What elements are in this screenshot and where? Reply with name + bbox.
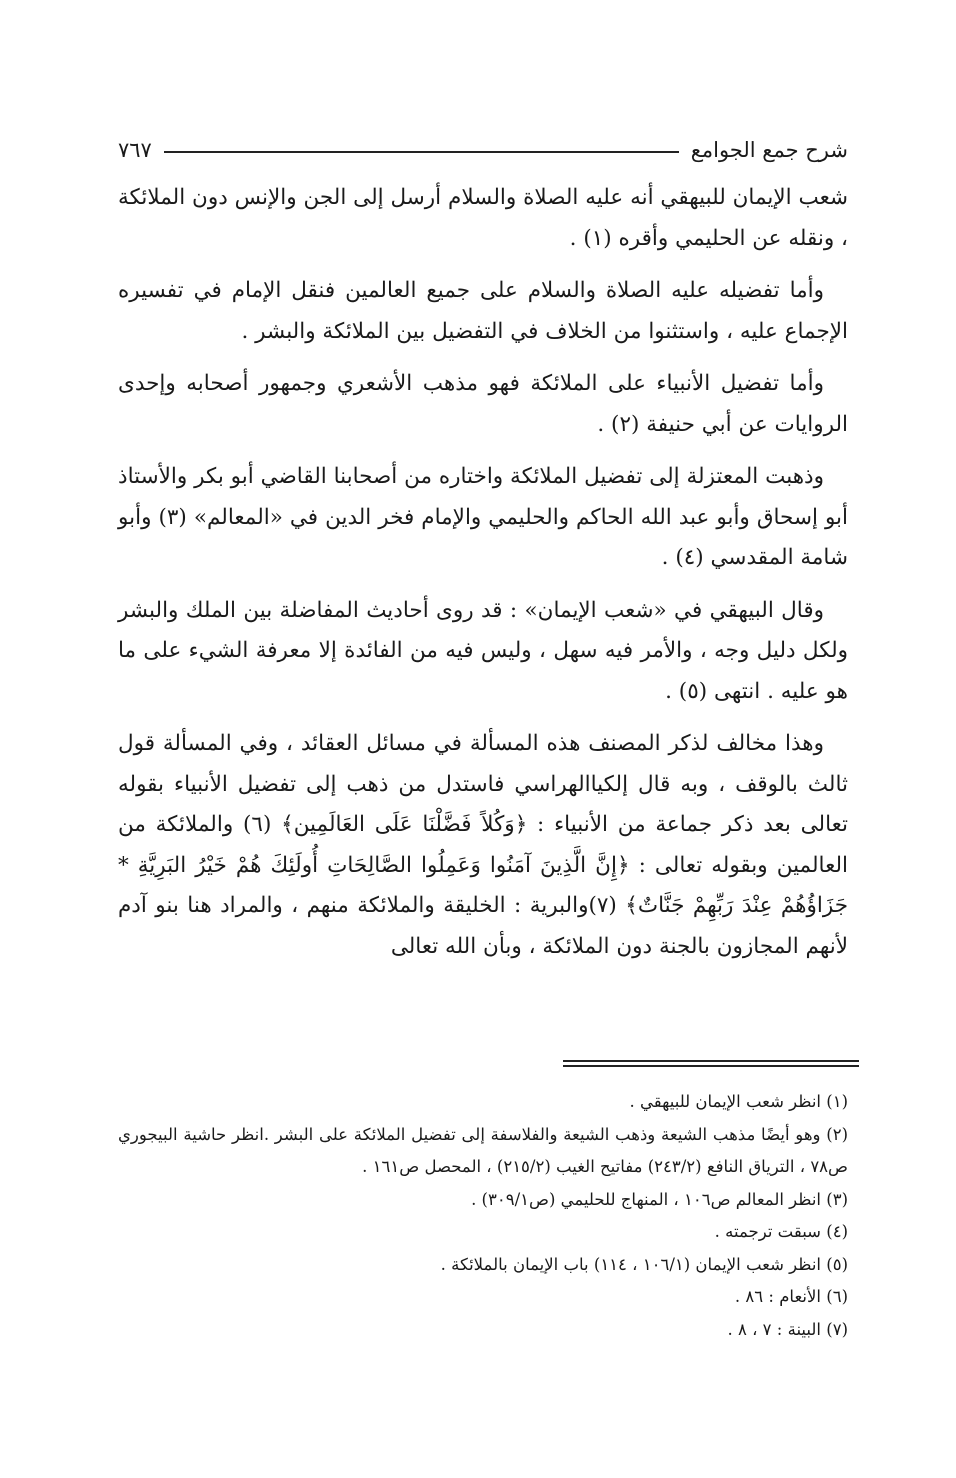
footnote-separator	[563, 1060, 859, 1067]
footnote: (٧) البينة : ٧ ، ٨ .	[727, 1319, 848, 1339]
footnote: (١) انظر شعب الإيمان للبيهقي .	[629, 1092, 848, 1111]
page-number: ٧٦٧	[118, 138, 152, 162]
footnote: (٤) سبقت ترجمته .	[714, 1222, 848, 1241]
book-title: شرح جمع الجوامع	[690, 138, 848, 162]
paragraph: وهذا مخالف لذكر المصنف هذه المسألة في مسائل العقائد ، وفي المسألة قول ثالث بالوقف ، وبه قال إلكياالهراسي فاستدل من ذهب إلى تفضيل الأنبياء بقوله تعالى بعد ذكر جماعة من الأنبياء : ﴿وَكُلاً فَضَّلْنَا عَلَى العَالَمِين﴾ (٦) والملائكة من العالمين وبقوله تعالى : ﴿إِنَّ الَّذِينَ آمَنُوا وَعَمِلُوا الصَّالِحَاتِ أُولَئِكَ هُمْ خَيْرُ البَرِيَّةِ * جَزَاؤُهُمْ عِنْدَ رَبِّهِمْ جَنَّاتٌ﴾ (٧)والبرية : الخليقة والملائكة منهم ، والمراد هنا بنو آدم لأنهم المجازون بالجنة دون الملائكة ، وبأن الله تعالى	[118, 731, 848, 959]
footnote: (٢) وهو أيضًا مذهب الشيعة وذهب الشيعة والفلاسفة إلى تفضيل الملائكة على البشر .انظر حاشية البيجوري ص٧٨ ، الترياق النافع (٢٤٣/٢) مفاتيح الغيب (٢١٥/٢) ، المحصل ص١٦١ .	[118, 1124, 848, 1176]
footnotes	[118, 1086, 848, 1346]
main-text	[118, 178, 848, 979]
footnote: (٦) الأنعام : ٨٦ .	[734, 1287, 848, 1306]
paragraph: شعب الإيمان للبيهقي أنه عليه الصلاة والسلام أرسل إلى الجن والإنس دون الملائكة ، ونقله عن الحليمي وأقره (١) .	[118, 185, 848, 251]
running-header	[118, 130, 848, 170]
header-rule	[164, 151, 679, 153]
paragraph: وأما تفضيله عليه الصلاة والسلام على جميع العالمين فنقل الإمام في تفسيره الإجماع عليه ، واستثنوا من الخلاف في التفضيل بين الملائكة والبشر .	[118, 278, 848, 344]
paragraph: وقال البيهقي في «شعب الإيمان» : قد روى أحاديث المفاضلة بين الملك والبشر ولكل دليل وجه ، والأمر فيه سهل ، وليس فيه من الفائدة إلا معرفة الشيء على ما هو عليه . انتهى (٥) .	[118, 597, 848, 704]
paragraph: وذهبت المعتزلة إلى تفضيل الملائكة واختاره من أصحابنا القاضي أبو بكر والأستاذ أبو إسحاق وأبو عبد الله الحاكم والحليمي والإمام فخر الدين في «المعالم» (٣) وأبو شامة المقدسي (٤) .	[118, 464, 849, 570]
footnote: (٣) انظر المعالم ص١٠٦ ، المنهاج للحليمي (ص٣٠٩/١) .	[471, 1189, 848, 1209]
paragraph: وأما تفضيل الأنبياء على الملائكة فهو مذهب الأشعري وجمهور أصحابه وإحدى الروايات عن أبي حنيفة (٢) .	[118, 371, 848, 437]
footnote: (٥) انظر شعب الإيمان (١٠٦/١ ، ١١٤) باب الإيمان بالملائكة .	[440, 1254, 848, 1274]
